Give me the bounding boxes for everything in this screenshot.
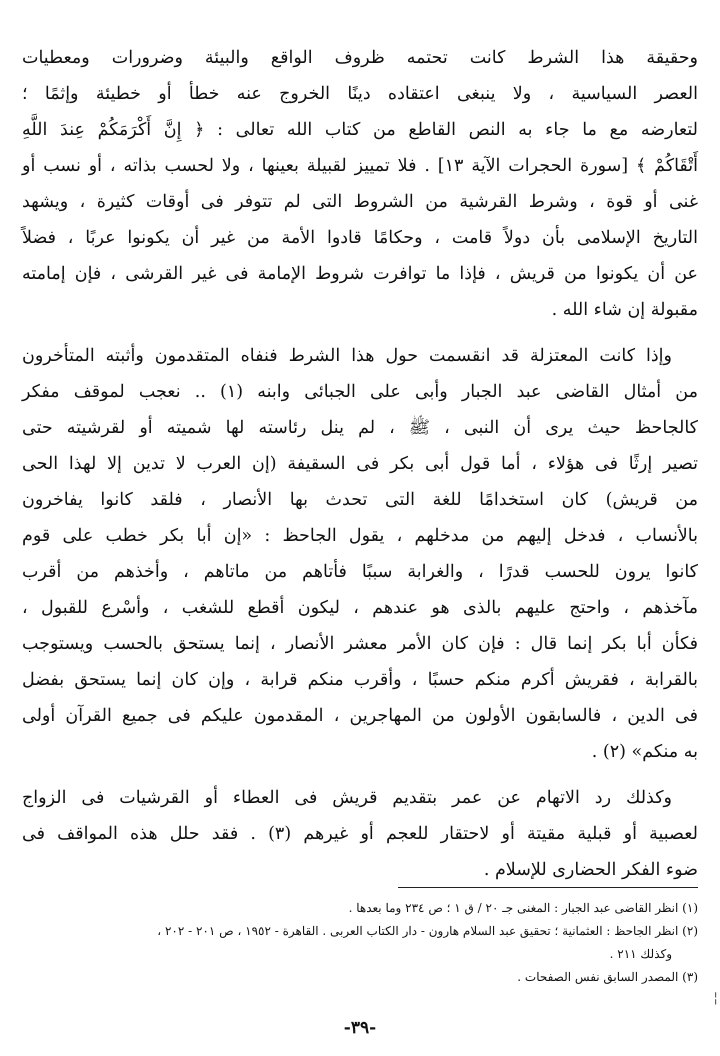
text-line: بالأنساب ، فدخل إليهم من مدخلهم ، يقول الجاحظ : «إن أبا بكر خطب على قوم xyxy=(22,526,698,546)
text-line: فى الدين ، فالسابقون الأولون من المهاجرين ، المقدمون عليكم فى جميع القرآن أولى xyxy=(22,706,698,726)
paragraph-2 xyxy=(22,338,698,770)
text-line: لعصبية أو قبلية مقيتة أو لاحتقار للعجم أو غيرهم (٣) . فقد حلل هذه المواقف فى xyxy=(22,824,698,844)
text-line: وإذا كانت المعتزلة قد انقسمت حول هذا الشرط فنفاه المتقدمون وأثبته المتأخرون xyxy=(22,346,672,366)
text-line: فكأن أبا بكر إنما قال : فإن كان الأمر معشر الأنصار ، إنما يستحق بالحسب ويستوجب xyxy=(22,634,698,654)
text-line: كالجاحظ حيث يرى أن النبى ، ﷺ ، لم ينل رئاسته لها شميته أو لقرشيته حتى xyxy=(22,418,698,438)
text-line: أَتْقَاكُمْ ﴾ [سورة الحجرات الآية ١٣] . فلا تمييز لقبيلة بعينها ، ولا لحسب بذاته ، أو نسب أو xyxy=(22,156,698,176)
footnote-3: (٣) المصدر السابق نفس الصفحات . xyxy=(517,970,698,984)
text-line: غنى أو قوة ، وشرط القرشية من الشروط التى لم تتوفر فى أوقات كثيرة ، ويشهد xyxy=(22,192,698,212)
text-line: التاريخ الإسلامى بأن دولاً قامت ، وحكامًا قادوا الأمة من غير أن يكونوا عربًا ، فضلاً xyxy=(22,228,698,248)
text-line: عن أن يكونوا من قريش ، فإذا ما توافرت شروط الإمامة فى غير القرشى ، فإن إمامته xyxy=(22,264,698,284)
text-line: من أمثال القاضى عبد الجبار وأبى على الجبائى وابنه (١) .. نعجب لموقف مفكر xyxy=(22,382,699,402)
text-line: العصر السياسية ، ولا ينبغى اعتقاده دينًا الخروج عنه خطأ أو خطيئة وإثمًا ؛ xyxy=(22,84,698,104)
text-line: مآخذهم ، واحتج عليهم بالذى هو عندهم ، ليكون أقطع للشغب ، وأسْرع للقبول ، xyxy=(22,598,698,618)
text-line: تصير إرثًا فى هؤلاء ، أما قول أبى بكر فى السقيفة (إن العرب لا تدين إلا لهذا الحى xyxy=(22,454,698,474)
text-line: به منكم» (٢) . xyxy=(591,742,698,762)
text-line: وحقيقة هذا الشرط كانت تحتمه ظروف الواقع والبيئة وضرورات ومعطيات xyxy=(22,48,698,68)
footnote-2-continued: وكذلك ٢١١ . xyxy=(609,947,672,961)
text-line: ضوء الفكر الحضارى للإسلام . xyxy=(483,860,698,880)
footnotes xyxy=(22,897,698,989)
text-line: وكذلك رد الاتهام عن عمر بتقديم قريش فى العطاء أو القرشيات فى الزواج xyxy=(22,788,672,808)
body-text xyxy=(22,40,698,898)
page-number: -٣٩- xyxy=(343,1018,377,1038)
text-line: لتعارضه مع ما جاء به النص القاطع من كتاب الله تعالى : ﴿ إِنَّ أَكْرَمَكُمْ عِندَ اللَّهِ xyxy=(22,120,698,140)
text-line: بالقرابة ، فقريش أكرم منكم حسبًا ، وأقرب منكم قرابة ، وإن كان إنما يستحق بفضل xyxy=(22,670,698,690)
footnote-1: (١) انظر القاضى عبد الجبار : المغنى جـ ٢٠ / ق ١ ؛ ص ٢٣٤ وما بعدها . xyxy=(348,901,698,915)
paragraph-1 xyxy=(22,40,698,328)
text-line: كانوا يرون للحسب قدرًا ، والغرابة سببًا فأتاهم من ماتاهم ، وأخذهم من أقرب xyxy=(22,562,698,582)
text-line: من قريش) كان استخدامًا للغة التى تحدث بها الأنصار ، فلقد كانوا يفاخرون xyxy=(22,490,698,510)
footnote-separator xyxy=(398,887,698,888)
paragraph-3 xyxy=(22,780,698,888)
text-line: مقبولة إن شاء الله . xyxy=(551,300,698,320)
margin-mark: ¦ xyxy=(713,990,718,1006)
footnote-2: (٢) انظر الجاحظ : العثمانية ؛ تحقيق عبد السلام هارون - دار الكتاب العربى . القاهرة - ١٩٥٢ ، ص ٢٠١ - ٢٠٢ ، xyxy=(157,924,698,938)
